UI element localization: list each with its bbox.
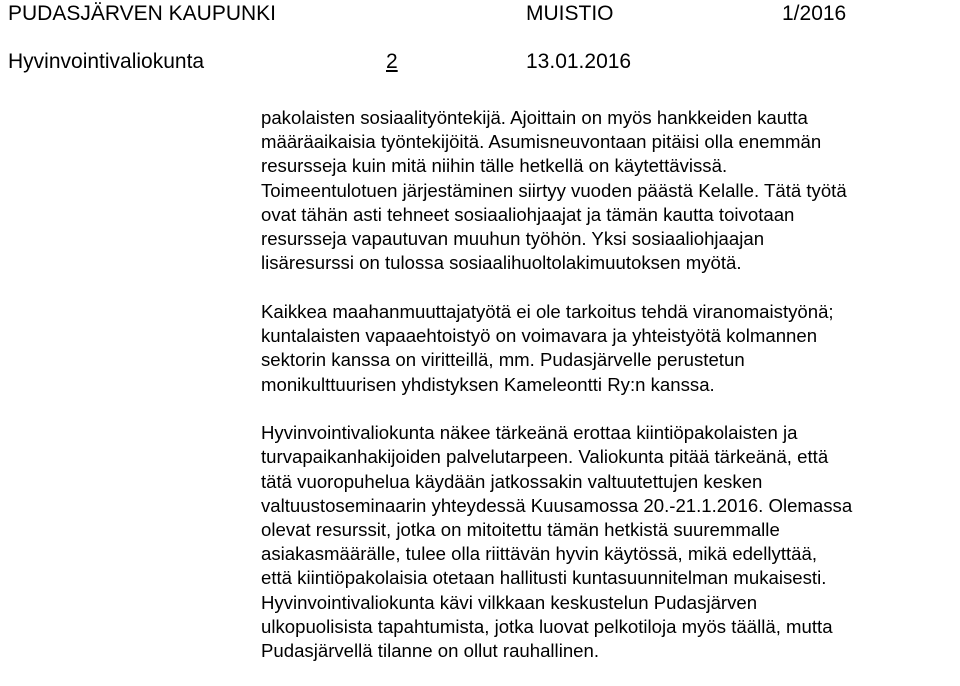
text-line: Hyvinvointivaliokunta kävi vilkkaan keskustelun Pudasjärven <box>261 591 758 613</box>
page-number: 2 <box>386 50 398 73</box>
text-line: valtuustoseminaarin yhteydessä Kuusamossa 20.-21.1.2016. Olemassa <box>261 494 853 516</box>
text-line: Kaikkea maahanmuuttajatyötä ei ole tarkoitus tehdä viranomaistyönä; <box>261 300 834 322</box>
committee-name: Hyvinvointivaliokunta <box>8 50 205 73</box>
text-line: tätä vuoropuhelua käydään jatkossakin valtuutettujen kesken <box>261 470 763 492</box>
document-body <box>261 106 951 663</box>
text-line: lisäresurssi on tulossa sosiaalihuoltolakimuutoksen myötä. <box>261 252 742 274</box>
text-line: monikulttuurisen yhdistyksen Kameleontti Ry:n kanssa. <box>261 373 715 395</box>
text-line: ulkopuolisista tapahtumista, jotka luovat pelkotiloja myös täällä, mutta <box>261 615 833 637</box>
meeting-date: 13.01.2016 <box>526 50 632 73</box>
paragraph-resources <box>261 106 951 275</box>
document-type: MUISTIO <box>526 2 614 25</box>
text-line: olevat resurssit, jotka on mitoitettu tämän hetkistä suuremmalle <box>261 519 780 541</box>
text-line: Toimeentulotuen järjestäminen siirtyy vuoden päästä Kelalle. Tätä työtä <box>261 179 847 201</box>
text-line: pakolaisten sosiaalityöntekijä. Ajoittain on myös hankkeiden kautta <box>261 107 808 128</box>
text-line: ovat tähän asti tehneet sosiaaliohjaajat ja tämän kautta toivotaan <box>261 203 795 225</box>
text-line: Pudasjärvellä tilanne on ollut rauhallinen. <box>261 640 600 662</box>
text-line: asiakasmäärälle, tulee olla riittävän hyvin käytössä, mikä edellyttää, <box>261 543 818 565</box>
organization-name: PUDASJÄRVEN KAUPUNKI <box>8 2 277 25</box>
text-line: kuntalaisten vapaaehtoistyö on voimavara ja yhteistyötä kolmannen <box>261 325 818 347</box>
text-line: resursseja vapautuvan muuhun työhön. Yksi sosiaaliohjaajan <box>261 228 765 250</box>
document-header <box>0 0 960 80</box>
text-line: turvapaikanhakijoiden palvelutarpeen. Valiokunta pitää tärkeänä, että <box>261 446 829 468</box>
text-line: sektorin kanssa on viritteillä, mm. Pudasjärvelle perustetun <box>261 349 745 371</box>
paragraph-committee-view <box>261 421 951 663</box>
paragraph-volunteer-work <box>261 300 951 397</box>
text-line: määräaikaisia työntekijöitä. Asumisneuvontaan pitäisi olla enemmän <box>261 131 822 153</box>
text-line: että kiintiöpakolaisia otetaan hallitusti kuntasuunnitelman mukaisesti. <box>261 567 827 589</box>
document-number: 1/2016 <box>782 2 847 25</box>
text-line: Hyvinvointivaliokunta näkee tärkeänä erottaa kiintiöpakolaisten ja <box>261 422 798 444</box>
text-line: resursseja kuin mitä niihin tälle hetkellä on käytettävissä. <box>261 155 728 177</box>
